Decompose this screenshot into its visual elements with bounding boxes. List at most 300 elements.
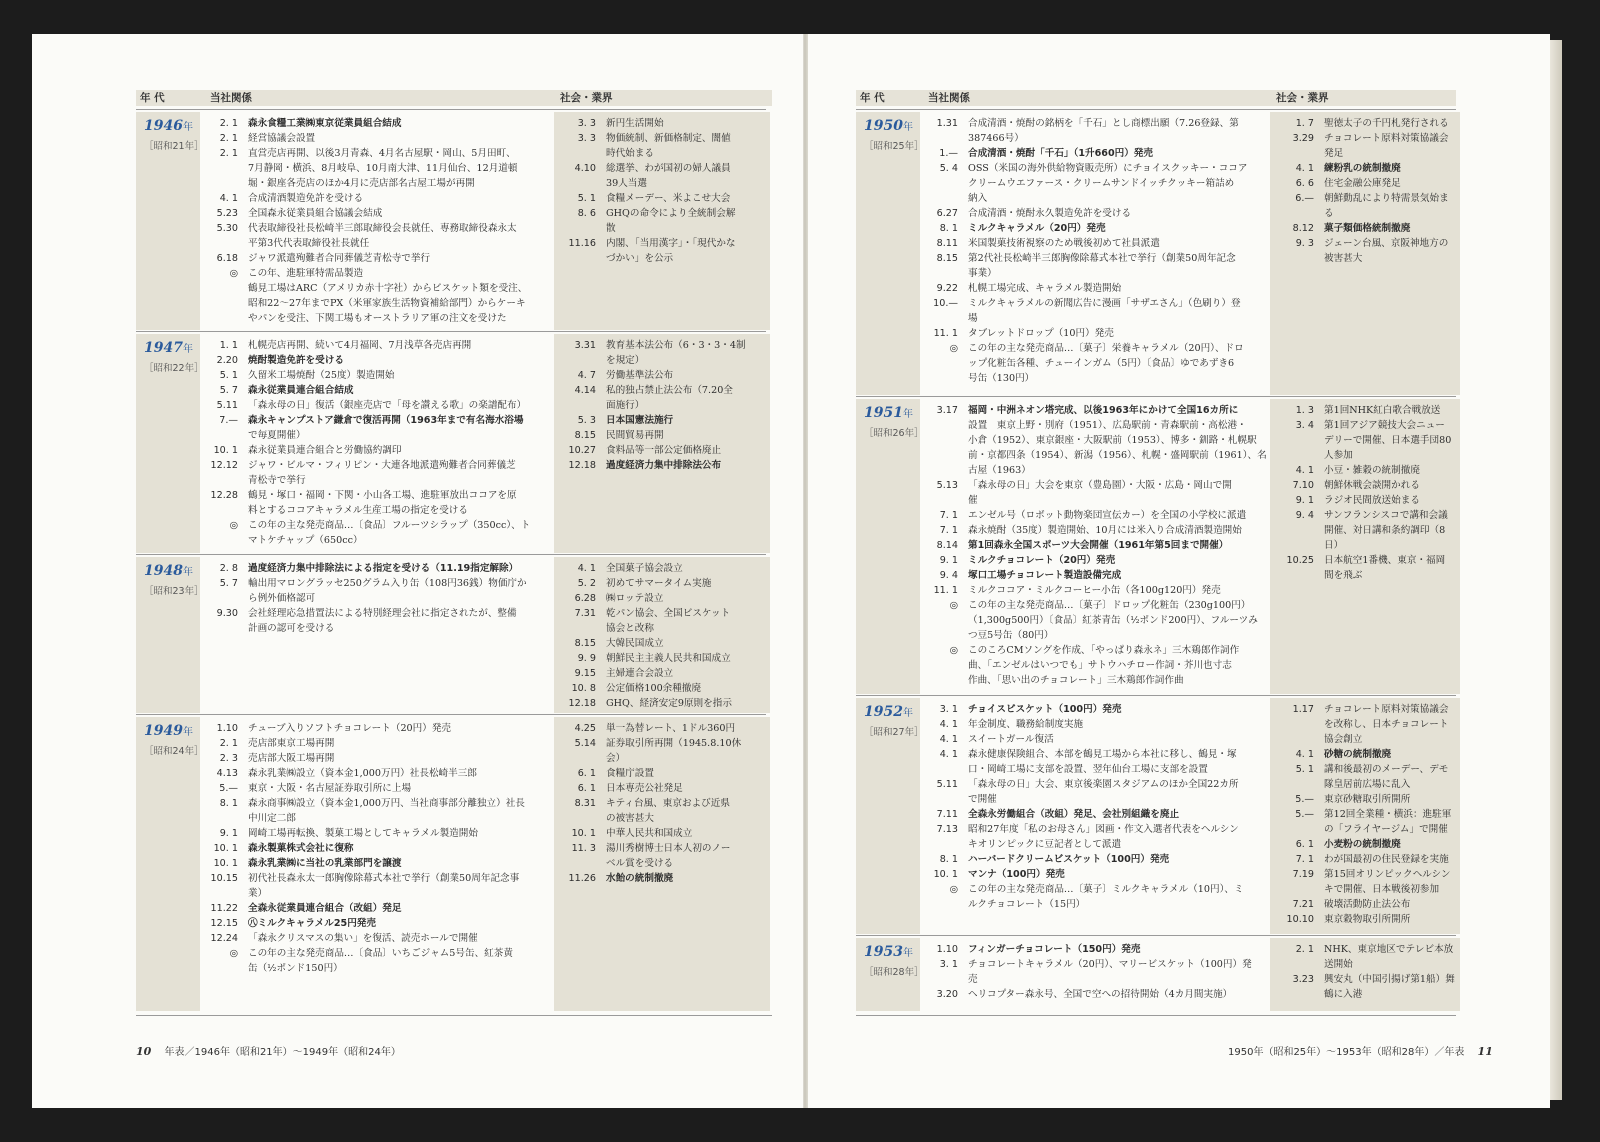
event-date <box>1276 777 1324 792</box>
event-date <box>202 886 248 901</box>
event-row <box>560 811 766 826</box>
event-text: 売店部東京工場再開 <box>248 738 335 749</box>
era-separator <box>136 109 766 110</box>
event-text: 日本専売公社発足 <box>606 783 683 794</box>
event-row <box>922 553 1268 568</box>
event-date: 4. 1 <box>577 563 596 574</box>
event-text: 東京穀物取引所開所 <box>1324 914 1411 925</box>
event-text: 札幌売店再開、続いて4月福岡、7月浅草各売店再開 <box>248 340 472 351</box>
event-date <box>202 311 248 326</box>
event-text: の「フライヤージム」で開催 <box>1324 824 1448 835</box>
page-footer <box>1228 1043 1493 1058</box>
era-year <box>144 340 193 356</box>
event-row <box>202 206 552 221</box>
event-date: 8.12 <box>1292 223 1314 234</box>
event-text: 湯川秀樹博士日本人初のノー <box>606 843 731 854</box>
event-row <box>1276 568 1456 583</box>
event-text: 全森永従業員連合組合（改組）発足 <box>248 903 402 914</box>
event-row <box>1276 792 1456 807</box>
event-text: 住宅金融公庫発足 <box>1324 178 1401 189</box>
society-events <box>1276 403 1456 583</box>
event-row <box>202 281 552 296</box>
event-row <box>560 576 766 591</box>
event-text: 塚口工場チョコレート製造設備完成 <box>968 570 1122 581</box>
event-row <box>560 251 766 266</box>
event-date <box>202 961 248 976</box>
event-row <box>202 916 552 931</box>
event-date <box>202 176 248 191</box>
event-text: 催 <box>968 495 978 506</box>
event-date <box>922 311 968 326</box>
event-date <box>560 856 606 871</box>
event-text: 第12回全業種・横浜：進駐軍 <box>1324 809 1452 820</box>
event-row <box>202 413 552 428</box>
company-events <box>202 338 552 548</box>
event-row <box>202 428 552 443</box>
event-text: 発足 <box>1324 148 1344 159</box>
event-date: 7.19 <box>1292 869 1314 880</box>
event-row <box>1276 852 1456 867</box>
event-text: マンナ（100円）発売 <box>968 869 1065 880</box>
event-date <box>1276 987 1324 1002</box>
event-date: 5. 4 <box>939 163 958 174</box>
event-date <box>202 811 248 826</box>
event-text: 合成清酒・焼酎永久製造免許を受ける <box>968 208 1132 219</box>
event-date: 11.16 <box>568 238 596 249</box>
event-text: 小豆・雑穀の統制撤廃 <box>1324 465 1420 476</box>
event-date: 2. 1 <box>219 148 238 159</box>
event-text: チョイスビスケット（100円）発売 <box>968 704 1122 715</box>
company-events <box>202 721 552 976</box>
event-text: 昭和22～27年までPX（米軍家族生活物資補給部門）からケーキ <box>248 298 526 309</box>
event-date: 5.— <box>219 783 238 794</box>
era-year-number: 1946 <box>144 118 183 134</box>
event-text: 聖徳太子の千円札発行される <box>1324 118 1449 129</box>
event-text: 単一為替レート、1ドル360円 <box>606 723 736 734</box>
event-date: 10. 1 <box>213 445 238 456</box>
era-year <box>864 944 913 960</box>
event-date: 1. 3 <box>1295 405 1314 416</box>
event-row <box>560 766 766 781</box>
event-row <box>922 673 1268 688</box>
event-text: 小麦粉の統制撤廃 <box>1324 839 1401 850</box>
era-separator <box>856 695 1456 696</box>
event-date: 6. 6 <box>1295 178 1314 189</box>
event-text: 第15回オリンピックヘルシン <box>1324 869 1451 880</box>
event-date <box>922 176 968 191</box>
event-date <box>922 493 968 508</box>
event-row <box>202 796 552 811</box>
event-date <box>560 353 606 368</box>
event-date: 1.— <box>939 148 958 159</box>
event-date: 7. 1 <box>1295 854 1314 865</box>
event-text: 人参加 <box>1324 450 1353 461</box>
event-row <box>560 413 766 428</box>
event-date <box>922 673 968 688</box>
event-text: 経営協議会設置 <box>248 133 316 144</box>
event-text: ミルクチョコレート（20円）発売 <box>968 555 1116 566</box>
bottom-rule <box>856 1015 1456 1016</box>
event-text: 散 <box>606 223 616 234</box>
event-date: 9. 4 <box>939 570 958 581</box>
event-row <box>922 942 1268 957</box>
event-text: 小倉（1952）、東京銀座・大阪駅前（1953）、博多・釧路・札幌駅 <box>968 435 1257 446</box>
event-row <box>202 353 552 368</box>
event-text: クリームウエファース・クリームサンドイッチクッキー箱詰め <box>968 178 1235 189</box>
event-row <box>1276 912 1456 927</box>
event-row <box>922 418 1268 433</box>
event-text: 古屋（1963） <box>968 465 1031 476</box>
event-text: 講和後最初のメーデー、デモ <box>1324 764 1449 775</box>
event-date: 5. 7 <box>219 385 238 396</box>
event-date: 5.11 <box>936 779 958 790</box>
event-row <box>922 356 1268 371</box>
event-text: づかい」を公示 <box>606 253 674 264</box>
event-text: やパンを受注、下関工場もオーストラリア軍の注文を受けた <box>248 313 507 324</box>
era-separator <box>136 554 766 555</box>
event-date: 8.15 <box>936 253 958 264</box>
event-text: 菓子類価格統制撤廃 <box>1324 223 1411 234</box>
event-text: 水飴の統制撤廃 <box>606 873 674 884</box>
society-events <box>560 338 766 473</box>
era-showa: ［昭和24年］ <box>144 746 204 757</box>
event-text: 興安丸（中国引揚げ第1船）舞 <box>1324 974 1455 985</box>
event-row <box>202 576 552 591</box>
event-row <box>922 221 1268 236</box>
event-row <box>1276 493 1456 508</box>
event-text: 被害甚大 <box>1324 253 1363 264</box>
event-row <box>1276 508 1456 523</box>
era-separator <box>136 331 766 332</box>
event-date: 1.10 <box>936 944 958 955</box>
event-row <box>202 368 552 383</box>
event-text: 計画の認可を受ける <box>248 623 335 634</box>
era-year-suffix: 年 <box>902 409 913 420</box>
event-date: 10. 8 <box>571 683 596 694</box>
event-row <box>922 326 1268 341</box>
event-text: 全国菓子協会設立 <box>606 563 683 574</box>
era-year-suffix: 年 <box>182 727 193 738</box>
event-text: 協会と改称 <box>606 623 654 634</box>
event-row <box>1276 882 1456 897</box>
event-date: 9.30 <box>216 608 238 619</box>
event-date <box>922 418 968 433</box>
event-row <box>922 448 1268 463</box>
event-text: ジャワ派遣殉難者合同葬儀芝青松寺で挙行 <box>248 253 431 264</box>
event-row <box>560 398 766 413</box>
event-row <box>1276 448 1456 463</box>
event-row <box>1276 538 1456 553</box>
company-events <box>922 702 1268 912</box>
event-row <box>922 131 1268 146</box>
event-row <box>560 736 766 751</box>
event-text: 東京砂糖取引所開所 <box>1324 794 1411 805</box>
event-row <box>560 191 766 206</box>
event-row <box>202 236 552 251</box>
right-page <box>808 34 1550 1108</box>
era-separator <box>856 109 1456 110</box>
event-row <box>922 206 1268 221</box>
event-text: この年の主な発売商品…〔菓子〕栄養キャラメル（20円）、ドロ <box>968 343 1244 354</box>
event-row <box>202 383 552 398</box>
event-row <box>202 518 552 533</box>
event-text: GHQの命令により全統制会解 <box>606 208 736 219</box>
event-row <box>922 882 1268 897</box>
event-row <box>202 503 552 518</box>
event-row <box>922 403 1268 418</box>
event-date: 6.18 <box>216 253 238 264</box>
event-row <box>560 206 766 221</box>
event-text: 森永従業員連合組合と労働協約調印 <box>248 445 402 456</box>
event-row <box>922 717 1268 732</box>
event-text: GHQ、経済安定9原則を指示 <box>606 698 732 709</box>
event-date <box>560 621 606 636</box>
event-text: 朝鮮休戦会談開かれる <box>1324 480 1420 491</box>
event-date: 11.22 <box>210 903 238 914</box>
event-date <box>922 837 968 852</box>
company-events <box>202 561 552 636</box>
event-text: 合成清酒・焼酎「千石」（1升660円）発売 <box>968 148 1153 159</box>
event-date: 10. 1 <box>571 828 596 839</box>
event-text: 合成清酒製造免許を受ける <box>248 193 364 204</box>
event-row <box>1276 523 1456 538</box>
event-date <box>922 433 968 448</box>
era-year-number: 1949 <box>144 723 183 739</box>
event-row <box>202 961 552 976</box>
event-date <box>1276 732 1324 747</box>
era-column-shade <box>856 399 924 694</box>
event-date: 12.24 <box>210 933 238 944</box>
event-date: 4. 1 <box>939 734 958 745</box>
era-year-number: 1952 <box>864 704 903 720</box>
era-year-suffix: 年 <box>182 122 193 133</box>
event-date: 5. 2 <box>577 578 596 589</box>
event-date: 9. 1 <box>939 555 958 566</box>
event-row <box>202 266 552 281</box>
event-text: 開催、対日講和条約調印（8 <box>1324 525 1446 536</box>
event-date <box>202 503 248 518</box>
event-row <box>560 428 766 443</box>
event-text: 387466号） <box>968 133 1024 144</box>
event-text: 森永商事㈱設立（資本金1,000万円、当社商事部分離独立）社長 <box>248 798 525 809</box>
event-text: 会社経理応急措置法による特別経理会社に指定されたが、整備 <box>248 608 517 619</box>
era-column-shade <box>856 112 924 395</box>
event-date: 6.28 <box>574 593 596 604</box>
event-text: 協会創立 <box>1324 734 1363 745</box>
event-date <box>922 266 968 281</box>
event-text: 朝鮮民主主義人民共和国成立 <box>606 653 731 664</box>
column-header <box>856 90 1456 106</box>
event-date: 3. 4 <box>1295 420 1314 431</box>
event-row <box>560 826 766 841</box>
event-text: 森永乳業㈱に当社の乳業部門を譲渡 <box>248 858 402 869</box>
event-row <box>202 736 552 751</box>
event-row <box>560 383 766 398</box>
society-events <box>1276 702 1456 927</box>
event-date <box>560 751 606 766</box>
event-text: 米国製菓技術視察のため戦後初めて社員派遣 <box>968 238 1160 249</box>
event-date: 9. 9 <box>577 653 596 664</box>
event-row <box>922 658 1268 673</box>
event-row <box>560 368 766 383</box>
event-text: 食糧メーデー、米よこせ大会 <box>606 193 731 204</box>
event-date: ◎ <box>949 645 958 656</box>
event-text: 内閣、「当用漢字」・「現代かな <box>606 238 736 249</box>
event-date: 3.20 <box>936 989 958 1000</box>
event-row <box>560 591 766 606</box>
era-showa: ［昭和26年］ <box>864 428 924 439</box>
event-date: 8.31 <box>574 798 596 809</box>
event-row <box>560 221 766 236</box>
event-date: 11.26 <box>568 873 596 884</box>
event-date: 4. 1 <box>939 719 958 730</box>
footer-title: 1950年（昭和25年）～1953年（昭和28年）／年表 <box>1228 1047 1465 1058</box>
event-text: 売店部大阪工場再開 <box>248 753 335 764</box>
event-text: キオリンピックに豆記者として派遣 <box>968 839 1122 850</box>
event-text: 「森永クリスマスの集い」を復活、読売ホールで開催 <box>248 933 478 944</box>
event-date <box>202 533 248 548</box>
event-row <box>202 901 552 916</box>
era-year <box>144 563 193 579</box>
event-row <box>922 822 1268 837</box>
era-year-number: 1953 <box>864 944 903 960</box>
event-date <box>922 463 968 478</box>
event-date: 4.10 <box>574 163 596 174</box>
event-date: 5. 3 <box>577 415 596 426</box>
event-text: 札幌工場完成、キャラメル製造開始 <box>968 283 1122 294</box>
event-row <box>560 666 766 681</box>
event-date: 11. 3 <box>571 843 596 854</box>
event-text: 森永焼酎（35度）製造開始、10月には米入り合成清酒製造開始 <box>968 525 1242 536</box>
event-text: 前・京都四条（1954）、新潟（1956）、札幌・盛岡駅前（1961）、名 <box>968 450 1267 461</box>
event-text: チョコレート原料対策協議会 <box>1324 133 1449 144</box>
event-date <box>202 621 248 636</box>
event-text: ジェーン台風、京阪神地方の <box>1324 238 1449 249</box>
event-date <box>1276 206 1324 221</box>
event-text: タブレットドロップ（10円）発売 <box>968 328 1114 339</box>
event-text: 過度経済力集中排除法による指定を受ける（11.19指定解除） <box>248 563 519 574</box>
event-text: 作曲、「思い出のチョコレート」三木鶏郎作詞作曲 <box>968 675 1184 686</box>
era-year-suffix: 年 <box>902 948 913 959</box>
event-date: 3.23 <box>1292 974 1314 985</box>
event-date: 2. 8 <box>219 563 238 574</box>
event-text: 初代社長森永太一郎胸像除幕式本社で挙行（創業50周年記念事 <box>248 873 520 884</box>
event-text: で毎夏開催） <box>248 430 306 441</box>
company-events <box>202 116 552 326</box>
event-text: 中華人民共和国成立 <box>606 828 693 839</box>
event-row <box>560 176 766 191</box>
event-date: 3. 3 <box>577 133 596 144</box>
event-row <box>202 398 552 413</box>
event-date: 1.31 <box>936 118 958 129</box>
event-text: スイートガール復活 <box>968 734 1054 745</box>
event-row <box>922 296 1268 311</box>
event-text: 第1回森永全国スポーツ大会開催（1961年第5回まで開催） <box>968 540 1229 551</box>
society-events <box>560 721 766 886</box>
event-date <box>922 658 968 673</box>
event-date <box>202 296 248 311</box>
event-date: 8.15 <box>574 638 596 649</box>
event-row <box>1276 837 1456 852</box>
event-row <box>202 591 552 606</box>
event-date: 8. 1 <box>219 798 238 809</box>
event-text: （1,300g500円）〔食品〕紅茶青缶（½ポンド200円）、フルーツみ <box>968 615 1258 626</box>
event-row <box>1276 717 1456 732</box>
event-row <box>202 856 552 871</box>
event-row <box>1276 433 1456 448</box>
event-date: 4. 1 <box>219 193 238 204</box>
event-text: を改称し、日本チョコレート <box>1324 719 1449 730</box>
event-row <box>1276 131 1456 146</box>
event-row <box>922 463 1268 478</box>
event-row <box>560 236 766 251</box>
event-text: 送開始 <box>1324 959 1353 970</box>
event-text: 鶴見工場はARC（アメリカ赤十字社）からビスケット類を受注、 <box>248 283 528 294</box>
event-row <box>922 897 1268 912</box>
event-row <box>1276 702 1456 717</box>
event-date: 5.— <box>1295 794 1314 805</box>
event-date: 12.15 <box>210 918 238 929</box>
footer-title: 年表／1946年（昭和21年）～1949年（昭和24年） <box>164 1047 401 1058</box>
event-date <box>922 191 968 206</box>
event-text: 破壊活動防止法公布 <box>1324 899 1411 910</box>
event-text: 久留米工場焼酎（25度）製造開始 <box>248 370 395 381</box>
event-text: 大韓民国成立 <box>606 638 664 649</box>
event-row <box>202 131 552 146</box>
event-text: 直営売店再開、以後3月青森、4月名古屋駅・岡山、5月田町、 <box>248 148 516 159</box>
event-row <box>922 538 1268 553</box>
company-events <box>922 403 1268 688</box>
event-row <box>202 296 552 311</box>
page-footer <box>136 1043 401 1058</box>
event-date <box>560 811 606 826</box>
era-column-shade <box>136 557 204 713</box>
event-date: 9. 1 <box>1295 495 1314 506</box>
event-date: 8.14 <box>936 540 958 551</box>
event-text: 代表取締役社長松崎半三郎取締役会長就任、専務取締役森永太 <box>248 223 517 234</box>
event-row <box>560 856 766 871</box>
event-date <box>560 221 606 236</box>
event-text: 昭和27年度「私のお母さん」図画・作文入選者代表をヘルシン <box>968 824 1239 835</box>
event-row <box>922 837 1268 852</box>
era-year <box>864 704 913 720</box>
event-text: 東京・大阪・名古屋証券取引所に上場 <box>248 783 412 794</box>
event-text: 森永健康保険組合、本部を鶴見工場から本社に移し、鶴見・塚 <box>968 749 1237 760</box>
event-date: 5. 1 <box>219 370 238 381</box>
event-date: 10.27 <box>568 445 596 456</box>
event-row <box>1276 822 1456 837</box>
event-text: 全国森永従業員組合協議会結成 <box>248 208 383 219</box>
event-row <box>202 871 552 886</box>
event-text: 設置 東京上野・別府（1951）、広島駅前・青森駅前・高松港・ <box>968 420 1247 431</box>
event-text: 福岡・中洲ネオン塔完成、以後1963年にかけて全国16カ所に <box>968 405 1239 416</box>
event-row <box>202 161 552 176</box>
event-text: 森永キャンプストア鎌倉で復活再開（1963年まで有名海水浴場 <box>248 415 524 426</box>
event-row <box>922 867 1268 882</box>
event-text: 練粉乳の統制撤廃 <box>1324 163 1401 174</box>
event-date <box>922 131 968 146</box>
event-date <box>1276 882 1324 897</box>
event-date: 3. 3 <box>577 118 596 129</box>
event-date: 10.10 <box>1286 914 1314 925</box>
era-year-number: 1948 <box>144 563 183 579</box>
event-row <box>1276 221 1456 236</box>
event-date: 1.17 <box>1292 704 1314 715</box>
event-date: 3.29 <box>1292 133 1314 144</box>
era-year <box>864 118 913 134</box>
event-date: 7.13 <box>936 824 958 835</box>
event-date: 10. 1 <box>933 869 958 880</box>
